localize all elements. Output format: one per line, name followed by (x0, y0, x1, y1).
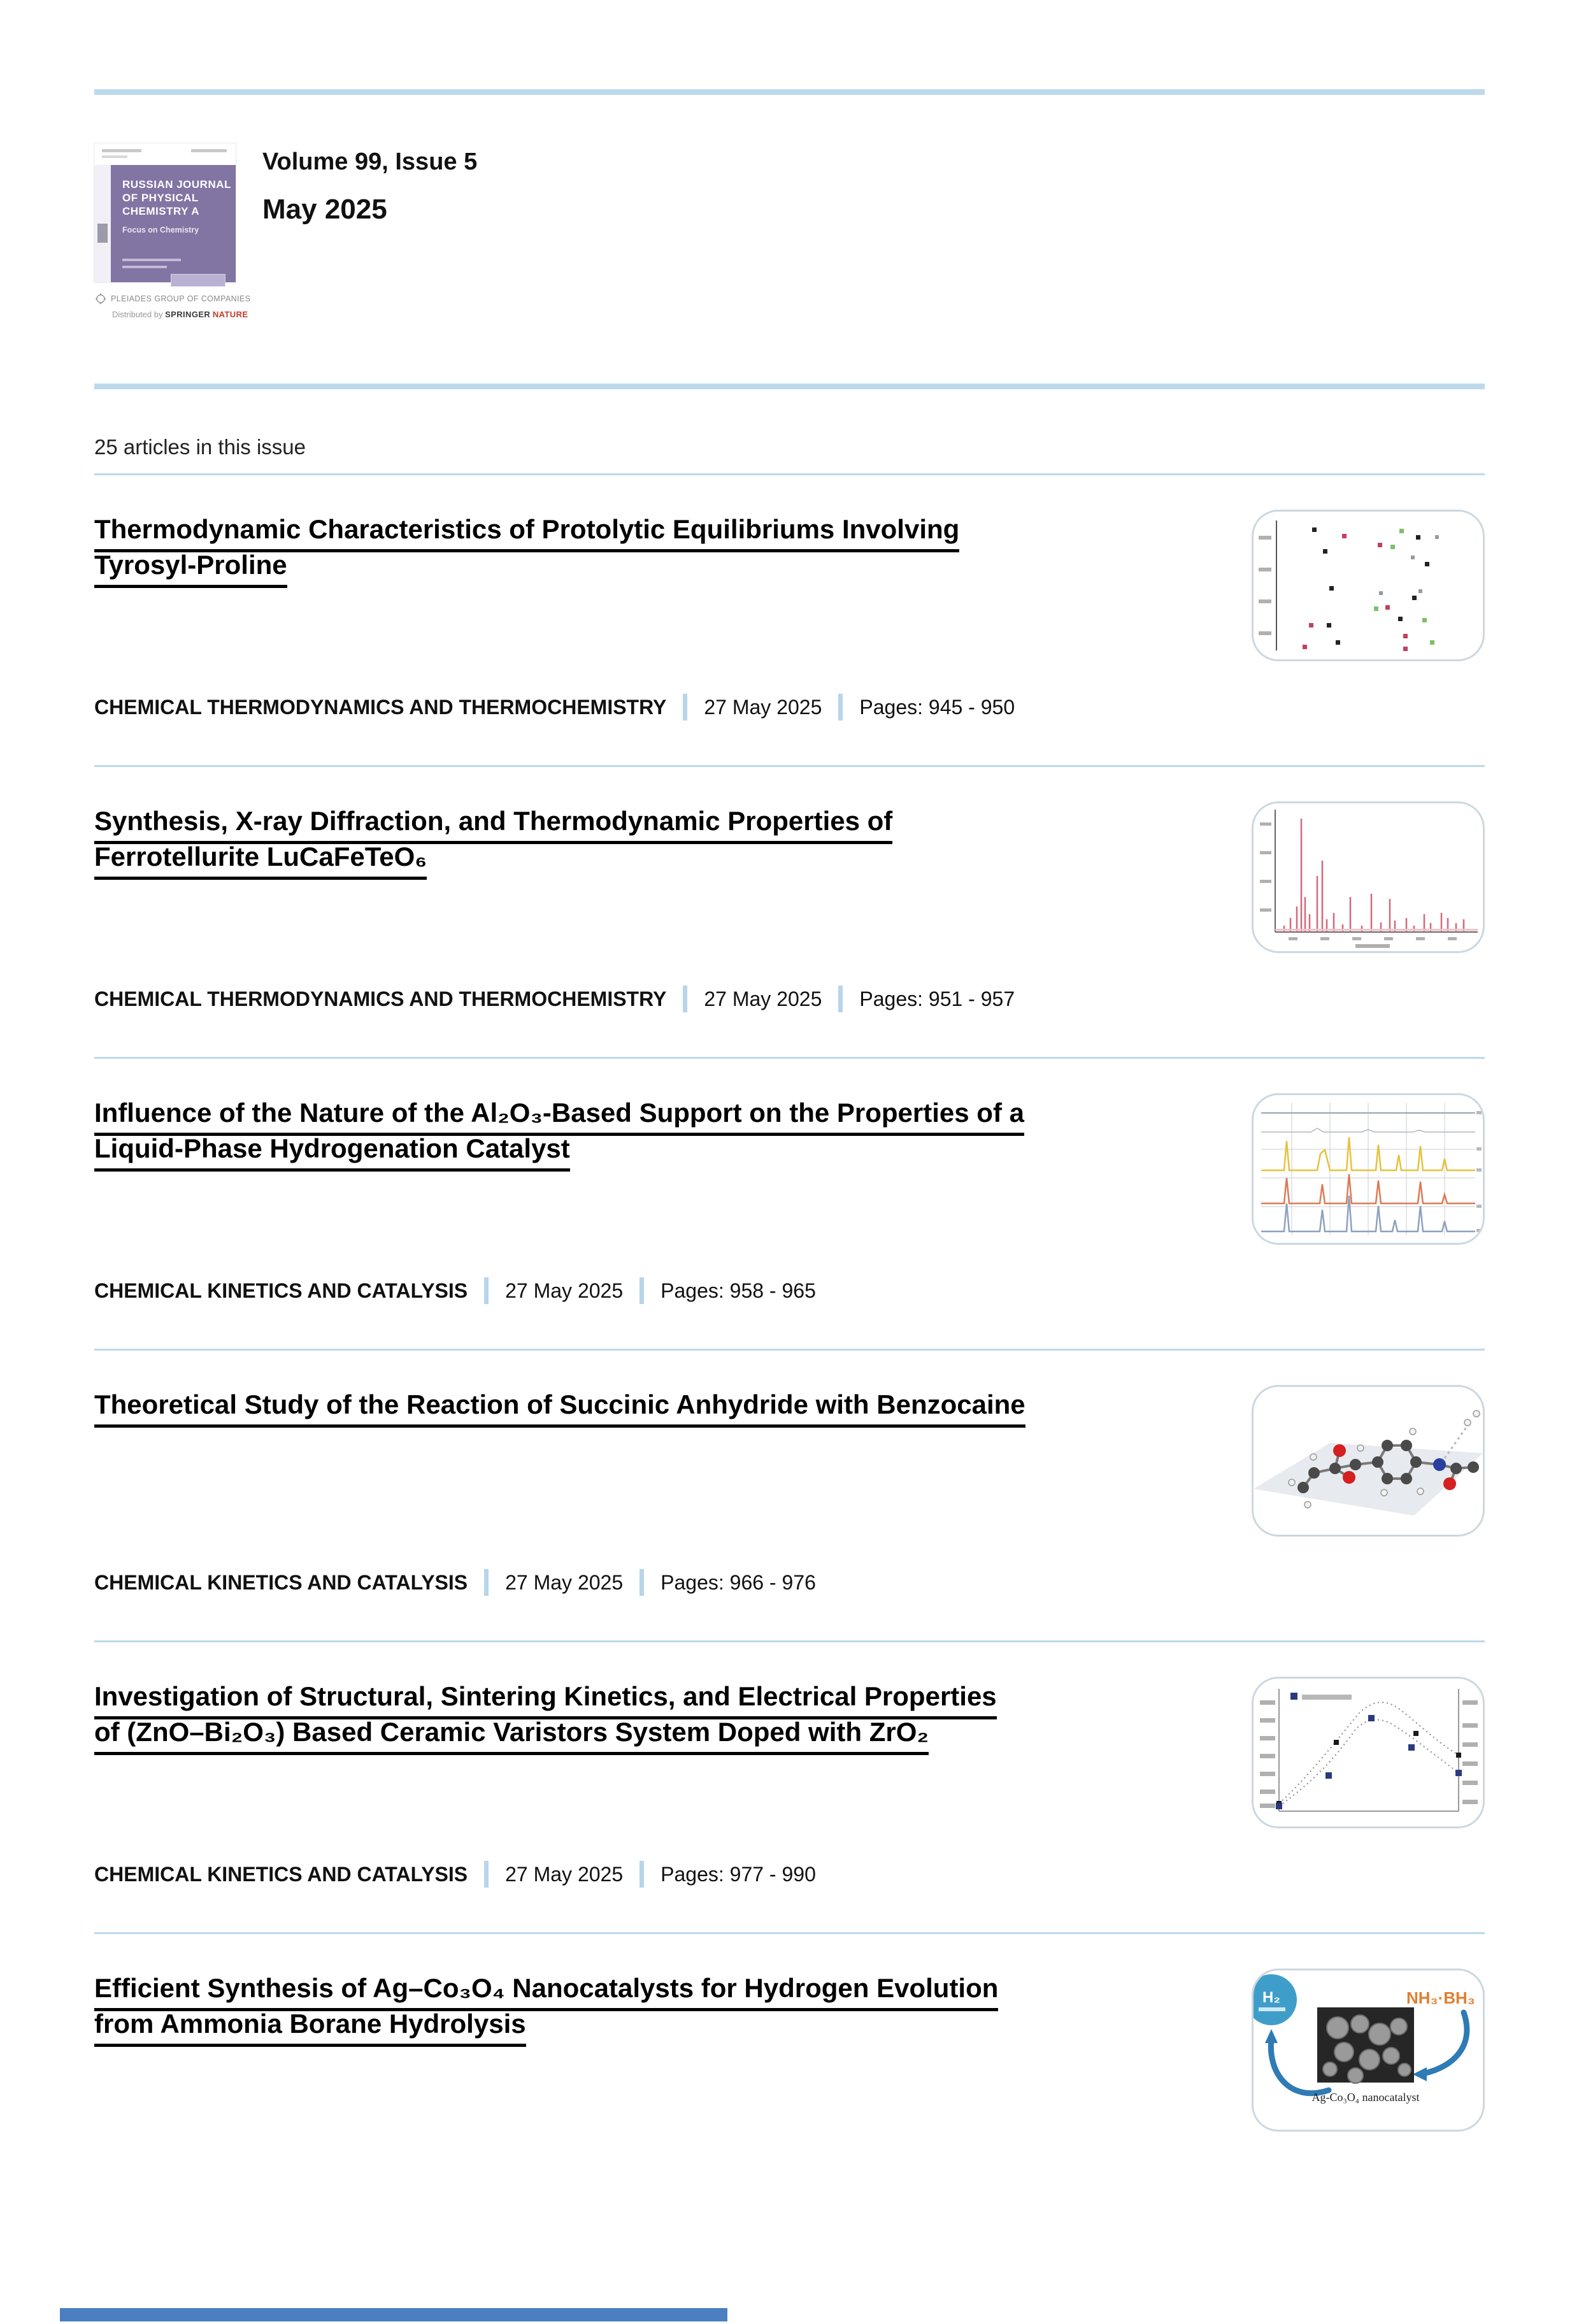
graphical-abstract-figure (1254, 1970, 1483, 2130)
cover-text-placeholder (102, 149, 141, 152)
hydrogen-subtext-placeholder (1259, 2007, 1285, 2011)
meta-separator (838, 694, 843, 721)
cover-editor-placeholder (122, 266, 167, 268)
distributor-name: SPRINGER (165, 310, 211, 319)
article-date: 27 May 2025 (704, 695, 822, 719)
meta-separator (838, 986, 843, 1012)
article-meta (94, 694, 1241, 721)
cover-journal-title: CHEMISTRY A (122, 205, 200, 217)
article-meta (94, 1277, 1241, 1304)
article-date: 27 May 2025 (505, 1862, 624, 1886)
article-section: CHEMICAL THERMODYNAMICS AND THERMOCHEMISTRY (94, 695, 667, 719)
article-meta (94, 1569, 1241, 1596)
article-title-link[interactable] (94, 515, 1241, 586)
axis-tick-placeholders (1259, 536, 1271, 635)
article-date: 27 May 2025 (505, 1570, 624, 1594)
issue-header (94, 143, 1485, 319)
diffraction-peaks (1284, 819, 1464, 932)
article-thumbnail-xrd-pattern[interactable] (1252, 801, 1485, 953)
article-text-column (94, 799, 1241, 1057)
article-title-line[interactable]: from Ammonia Borane Hydrolysis (94, 2009, 526, 2047)
article-date: 27 May 2025 (505, 1279, 624, 1302)
publisher-name: PLEIADES GROUP OF COMPANIES (111, 294, 251, 303)
cover-body (94, 165, 236, 282)
article-thumbnail-line-plot[interactable] (1252, 1677, 1485, 1828)
article-title-line[interactable]: Ferrotellurite LuCaFeTeO₆ (94, 842, 427, 880)
article-date: 27 May 2025 (704, 987, 822, 1010)
article-thumbnail-stacked-xrd[interactable] (1252, 1093, 1485, 1245)
article-pages: Pages: 977 - 990 (661, 1862, 816, 1886)
right-arrowhead (1413, 2067, 1427, 2081)
meta-separator (484, 1277, 489, 1304)
article-title-line[interactable]: Theoretical Study of the Reaction of Succinic Anhydride with Benzocaine (94, 1389, 1025, 1428)
cover-text-placeholder (102, 155, 127, 158)
cover-issn-placeholder (191, 149, 227, 152)
article-thumbnail-molecule[interactable] (1252, 1385, 1485, 1537)
dual-axis-plot-figure (1254, 1679, 1483, 1826)
cover-journal-title: RUSSIAN JOURNAL (122, 178, 231, 190)
article-title-link[interactable] (94, 807, 1241, 878)
article-title-line[interactable]: Efficient Synthesis of Ag–Co₃O₄ Nanocatalysts for Hydrogen Evolution (94, 1973, 998, 2011)
cover-left-strip (94, 165, 111, 282)
page-content (94, 89, 1485, 2132)
issue-title-block (262, 143, 477, 319)
cover-top-band (94, 143, 236, 165)
scatter-points (1303, 527, 1439, 651)
top-rule (94, 89, 1485, 95)
stacked-xrd-figure (1254, 1095, 1483, 1243)
issue-date: May 2025 (262, 194, 387, 225)
publisher-line (94, 292, 251, 305)
article-title-link[interactable] (94, 1682, 1241, 1753)
cover-left-emblem (97, 224, 108, 243)
volume-issue-title: Volume 99, Issue 5 (262, 148, 478, 175)
meta-separator (639, 1569, 644, 1596)
article-list-item (94, 767, 1485, 1057)
article-section: CHEMICAL KINETICS AND CATALYSIS (94, 1279, 468, 1302)
baseline-noise (1275, 929, 1478, 931)
article-section: CHEMICAL KINETICS AND CATALYSIS (94, 1570, 468, 1594)
article-pages: Pages: 966 - 976 (661, 1570, 816, 1594)
cover-journal-title: OF PHYSICAL (122, 192, 199, 204)
article-title-line[interactable]: Synthesis, X-ray Diffraction, and Thermodynamic Properties of (94, 806, 892, 844)
meta-separator (484, 1569, 489, 1596)
article-list-item (94, 1934, 1485, 2132)
meta-separator (639, 1861, 644, 1888)
article-title-link[interactable] (94, 1098, 1241, 1170)
meta-separator (683, 986, 687, 1012)
cover-journal-subtitle: Focus on Chemistry (122, 226, 199, 234)
cover-column (94, 143, 251, 319)
article-text-column (94, 507, 1241, 765)
article-pages: Pages: 951 - 957 (859, 987, 1015, 1010)
header-rule (94, 384, 1485, 389)
article-title-line[interactable]: Investigation of Structural, Sintering Kinetics, and Electrical Properties (94, 1681, 997, 1719)
article-count-text: 25 articles in this issue (94, 435, 306, 459)
cover-title-block (122, 178, 231, 268)
pleiades-logo-icon (94, 292, 107, 305)
article-title-line[interactable]: Liquid-Phase Hydrogenation Catalyst (94, 1133, 570, 1172)
article-text-column (94, 1091, 1241, 1349)
article-title-line[interactable]: Influence of the Nature of the Al₂O₃-Based Support on the Properties of a (94, 1098, 1024, 1136)
black-markers (1276, 1731, 1461, 1806)
nh3bh3-label: NH₃·BH₃ (1406, 1988, 1475, 2007)
article-thumbnail-graphical-abstract[interactable] (1252, 1969, 1485, 2132)
distributor-line (112, 310, 248, 319)
distributor-name-accent: NATURE (212, 310, 248, 319)
article-text-column (94, 1674, 1241, 1932)
meta-separator (639, 1277, 644, 1304)
molecule-figure (1254, 1387, 1483, 1535)
article-meta (94, 986, 1241, 1012)
article-title-line[interactable]: Thermodynamic Characteristics of Protolytic Equilibriums Involving (94, 514, 959, 552)
nitrogen-atom (1433, 1458, 1446, 1471)
meta-separator (484, 1861, 489, 1888)
article-list-item (94, 1059, 1485, 1349)
xrd-figure (1254, 803, 1483, 951)
article-pages: Pages: 958 - 965 (661, 1279, 816, 1302)
article-title-line[interactable]: of (ZnO–Bi₂O₃) Based Ceramic Varistors System Doped with ZrO₂ (94, 1717, 929, 1755)
article-title-line[interactable]: Tyrosyl-Proline (94, 550, 287, 588)
meta-separator (683, 694, 687, 721)
catalyst-caption: Ag-Co₃O₄ nanocatalyst (1311, 2091, 1420, 2104)
article-pages: Pages: 945 - 950 (859, 695, 1015, 719)
article-meta (94, 1861, 1241, 1888)
article-list-item (94, 1642, 1485, 1932)
navy-markers (1276, 1715, 1462, 1809)
article-text-column (94, 1382, 1241, 1640)
bottom-bar (60, 2308, 727, 2321)
cover-button-placeholder (171, 274, 225, 287)
article-title-link[interactable] (94, 1390, 1241, 1426)
legend (1290, 1693, 1352, 1700)
article-section: CHEMICAL THERMODYNAMICS AND THERMOCHEMISTRY (94, 987, 667, 1010)
distributor-prefix: Distributed by (112, 310, 163, 319)
navy-curve (1279, 1720, 1459, 1806)
article-title-link[interactable] (94, 1974, 1241, 2045)
right-arrow (1423, 2012, 1467, 2074)
article-text-column (94, 1966, 1241, 2045)
article-section: CHEMICAL KINETICS AND CATALYSIS (94, 1862, 468, 1886)
scatter-plot-figure (1254, 512, 1483, 659)
article-thumbnail-scatter-plot[interactable] (1252, 510, 1485, 661)
right-label-placeholders (1476, 1111, 1482, 1232)
journal-cover (94, 143, 236, 282)
article-list-item (94, 1351, 1485, 1640)
article-list-item (94, 475, 1485, 765)
cover-editor-placeholder (122, 259, 181, 261)
left-arrowhead (1265, 2029, 1278, 2043)
h2-label: H₂ (1262, 1989, 1280, 2006)
